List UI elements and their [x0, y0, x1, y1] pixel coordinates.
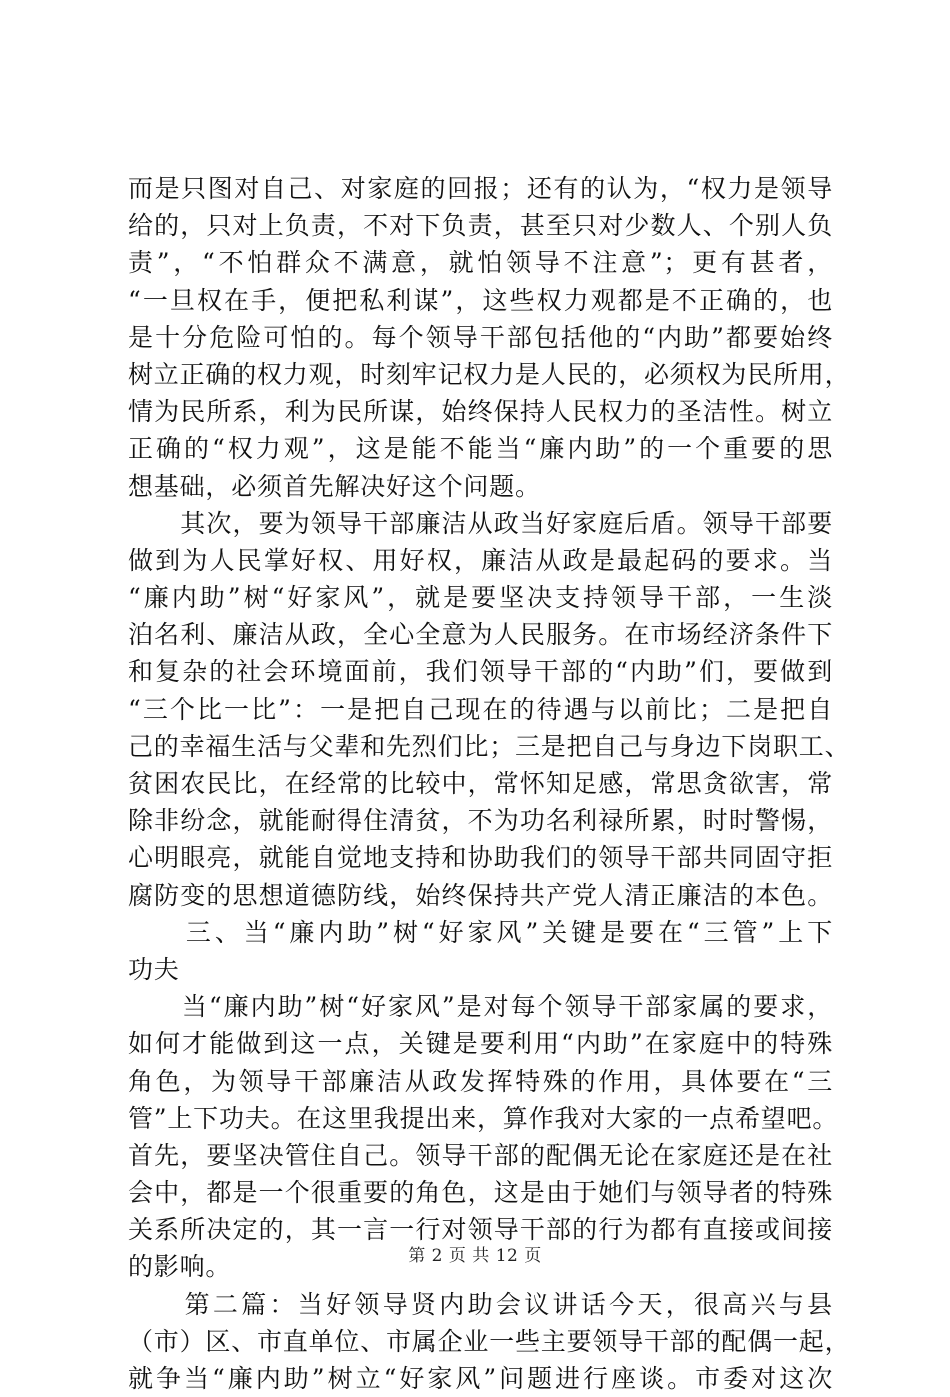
text-line: 腐防变的思想道德防线，始终保持共产党人清正廉洁的本色。 — [128, 880, 833, 910]
text-line: 的影响。 — [128, 1252, 232, 1282]
page-number-label: 第 2 页 共 12 页 — [408, 1246, 542, 1266]
text-line: 正确的“权力观”，这是能不能当“廉内助”的一个重要的思 — [128, 434, 833, 464]
text-line: 泊名利、廉洁从政，全心全意为人民服务。在市场经济条件下 — [128, 620, 833, 650]
text-line: 当“廉内助”树“好家风”是对每个领导干部家属的要求， — [128, 992, 833, 1022]
text-line: 做到为人民掌好权、用好权，廉洁从政是最起码的要求。当 — [128, 545, 833, 575]
text-line: 就争当“廉内助”树立“好家风”问题进行座谈。市委对这次 — [128, 1364, 833, 1393]
text-line: “一旦权在手，便把私利谋”，这些权力观都是不正确的，也 — [128, 285, 833, 315]
text-line: 第二篇：当好领导贤内助会议讲话今天，很高兴与县 — [128, 1289, 833, 1319]
text-line: “三个比一比”：一是把自己现在的待遇与以前比；二是把自 — [128, 694, 833, 724]
text-line: 责”，“不怕群众不满意，就怕领导不注意”；更有甚者， — [128, 248, 833, 278]
text-line: 会中，都是一个很重要的角色，这是由于她们与领导者的特殊 — [128, 1178, 833, 1208]
text-line: “廉内助”树“好家风”，就是要坚决支持领导干部，一生淡 — [128, 583, 833, 613]
text-line: 心明眼亮，就能自觉地支持和协助我们的领导干部共同固守拒 — [128, 843, 833, 873]
text-line: 己的幸福生活与父辈和先烈们比；三是把自己与身边下岗职工、 — [128, 731, 851, 761]
text-line: 情为民所系，利为民所谋，始终保持人民权力的圣洁性。树立 — [128, 397, 833, 427]
text-line: 树立正确的权力观，时刻牢记权力是人民的，必须权为民所用， — [128, 359, 851, 389]
text-line: 想基础，必须首先解决好这个问题。 — [128, 471, 541, 501]
text-line: 贫困农民比，在经常的比较中，常怀知足感，常思贪欲害，常 — [128, 769, 833, 798]
text-line: 管”上下功夫。在这里我提出来，算作我对大家的一点希望吧。 — [128, 1103, 839, 1133]
section-heading-line: 功夫 — [128, 954, 180, 984]
text-line: 而是只图对自己、对家庭的回报；还有的认为，“权力是领导 — [128, 174, 833, 203]
text-line: 和复杂的社会环境面前，我们领导干部的“内助”们，要做到 — [128, 657, 833, 687]
text-line: （市）区、市直单位、市属企业一些主要领导干部的配偶一起， — [128, 1326, 851, 1356]
text-line: 如何才能做到这一点，关键是要利用“内助”在家庭中的特殊 — [128, 1029, 833, 1059]
text-line: 首先，要坚决管住自己。领导干部的配偶无论在家庭还是在社 — [128, 1140, 833, 1170]
page-footer — [0, 1241, 950, 1266]
body-text — [128, 170, 851, 1397]
text-line: 是十分危险可怕的。每个领导干部包括他的“内助”都要始终 — [128, 322, 833, 352]
text-line: 关系所决定的，其一言一行对领导干部的行为都有直接或间接 — [128, 1215, 833, 1245]
text-line: 角色，为领导干部廉洁从政发挥特殊的作用，具体要在“三 — [128, 1066, 833, 1096]
text-line: 除非纷念，就能耐得住清贫，不为功名利禄所累，时时警惕， — [128, 806, 833, 836]
section-heading-line: 三、当“廉内助”树“好家风”关键是要在“三管”上下 — [128, 917, 833, 947]
text-line: 其次，要为领导干部廉洁从政当好家庭后盾。领导干部要 — [128, 508, 833, 538]
text-line: 给的，只对上负责，不对下负责，甚至只对少数人、个别人负 — [128, 211, 833, 241]
